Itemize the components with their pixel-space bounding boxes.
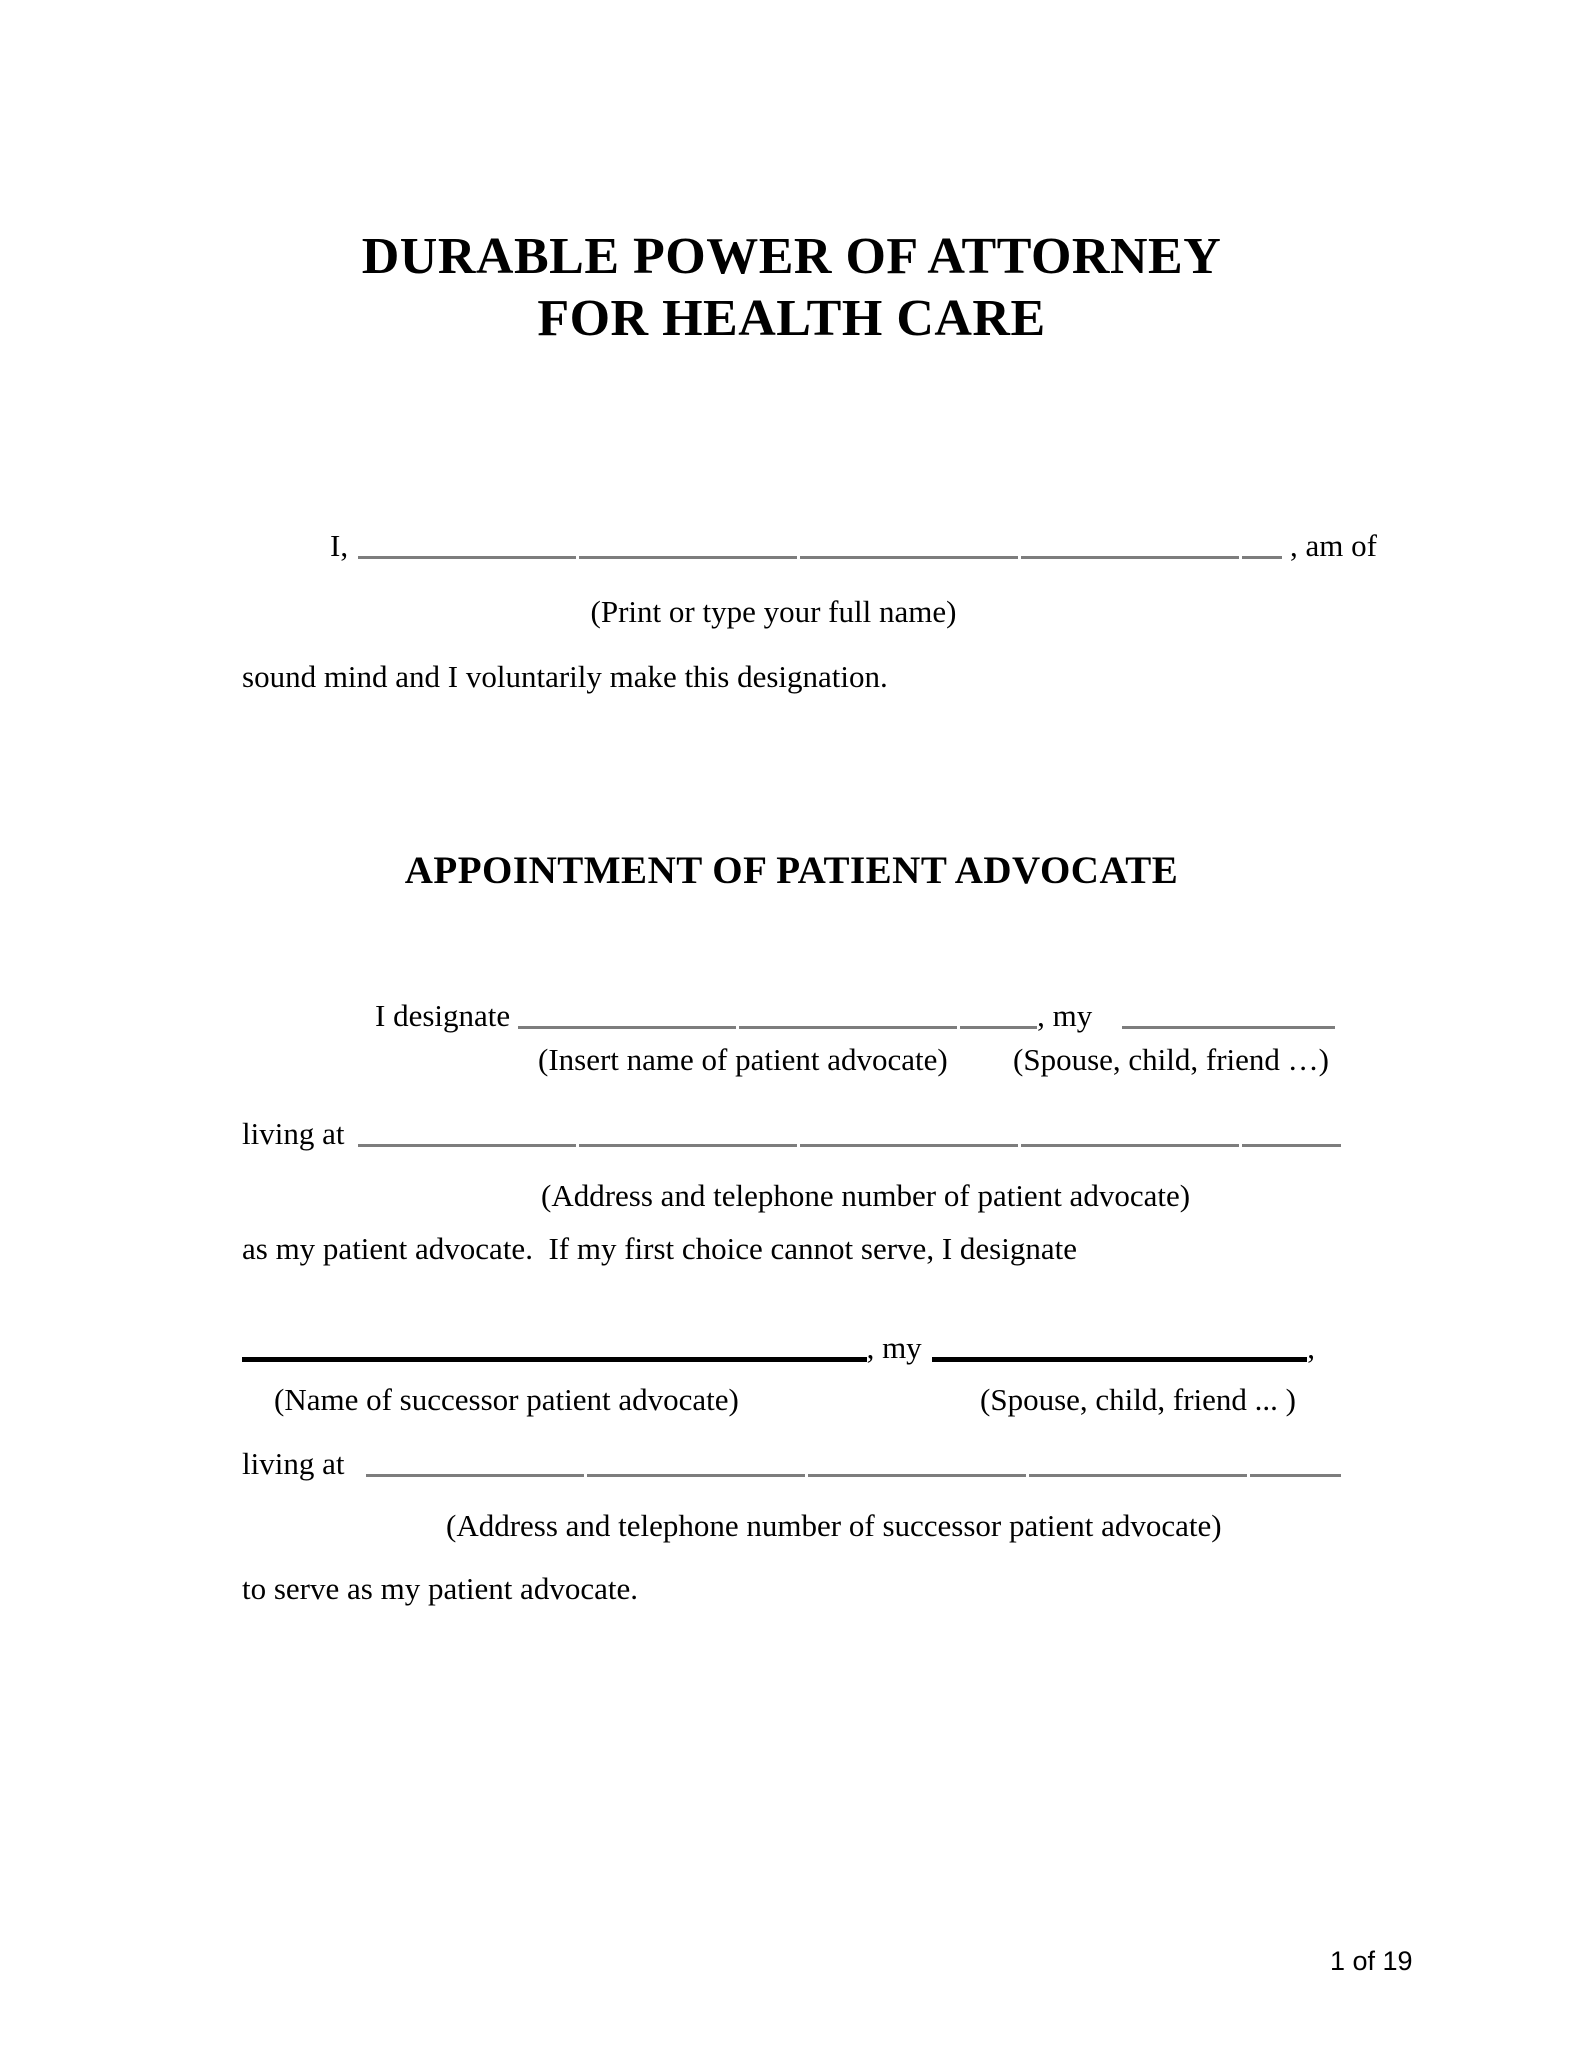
closing-text: to serve as my patient advocate. [242,1571,638,1606]
full-name-caption: (Print or type your full name) [590,594,957,629]
successor-name-blank[interactable] [242,1357,867,1362]
first-choice-text: as my patient advocate. If my first choice cannot serve, I designate [242,1231,1077,1266]
designate-line [242,994,1335,1036]
page-number: 1 of 19 [1330,1946,1413,1976]
sound-mind-text: sound mind and I voluntarily make this designation. [242,659,888,694]
successor-relation-caption: (Spouse, child, friend ... ) [980,1382,1296,1417]
title-line-2: FOR HEALTH CARE [537,290,1046,347]
full-name-blank[interactable] [358,556,1282,559]
page-title [0,226,1583,350]
title-line-1: DURABLE POWER OF ATTORNEY [361,228,1222,285]
advocate-relation-blank[interactable] [1122,1026,1335,1029]
designate-prefix: I designate [375,998,511,1033]
living-at-line-2 [242,1438,1341,1484]
appointment-heading: APPOINTMENT OF PATIENT ADVOCATE [404,849,1179,892]
advocate-name-blank[interactable] [518,1026,1037,1029]
advocate-relation-caption: (Spouse, child, friend …) [1013,1042,1329,1077]
declarant-prefix: I, [330,528,349,563]
declarant-line [242,518,1377,566]
living-at-label-2: living at [242,1446,345,1481]
successor-line [242,1322,1315,1368]
successor-address-blank[interactable] [366,1474,1341,1477]
declarant-suffix: , am of [1290,528,1377,563]
successor-address-caption: (Address and telephone number of successor patient advocate) [446,1508,1222,1543]
designate-mid: , my [1037,998,1093,1033]
successor-mid: , my [866,1330,922,1365]
living-at-line-1 [242,1108,1341,1154]
advocate-name-caption: (Insert name of patient advocate) [538,1042,948,1077]
living-at-label-1: living at [242,1116,345,1151]
successor-relation-blank[interactable] [932,1357,1308,1362]
successor-name-caption: (Name of successor patient advocate) [274,1382,739,1417]
successor-comma: , [1307,1330,1315,1365]
advocate-address-caption: (Address and telephone number of patient advocate) [541,1178,1191,1213]
advocate-address-blank[interactable] [358,1144,1341,1147]
